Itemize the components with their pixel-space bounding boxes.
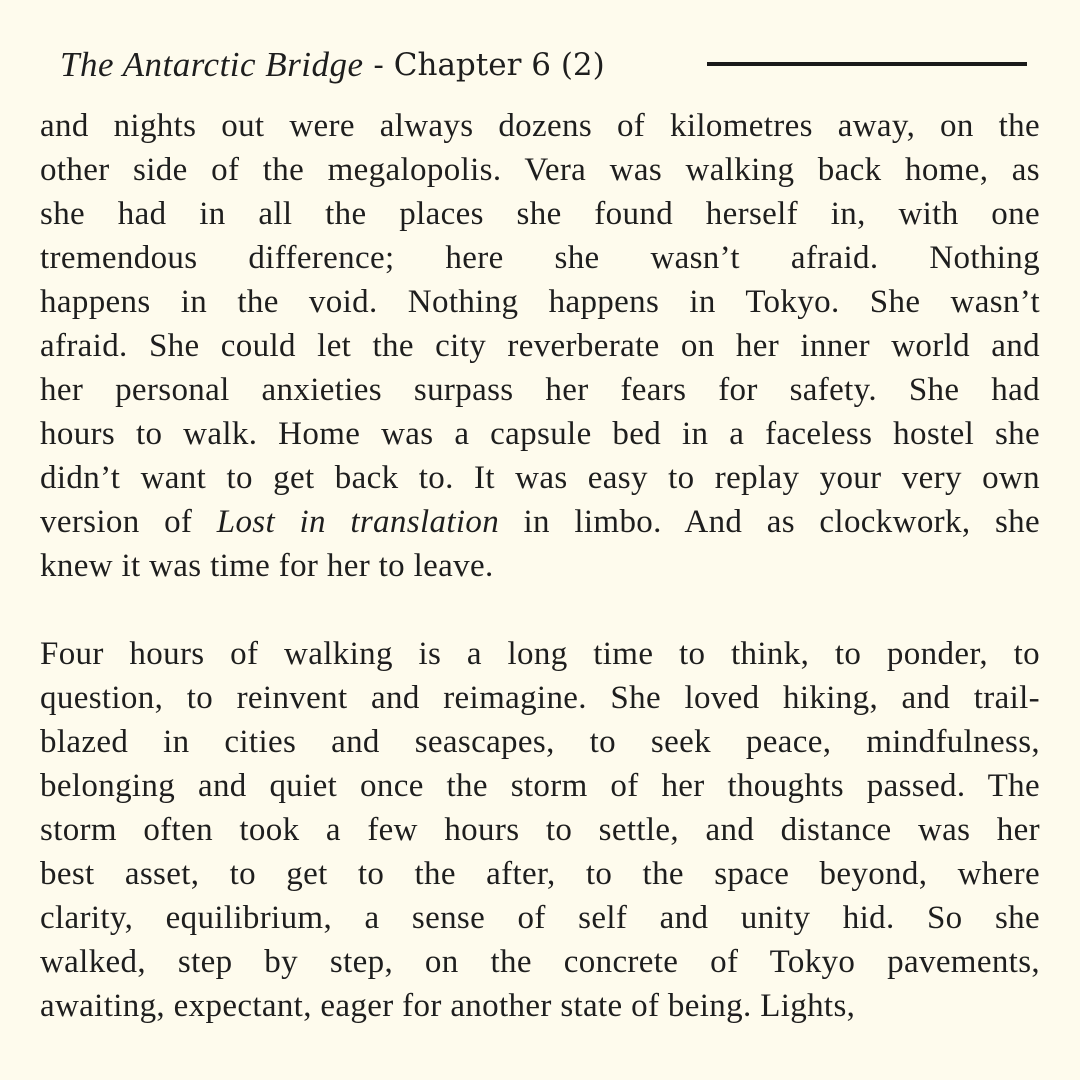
paragraph-line: hours to walk. Home was a capsule bed in a faceless hostel she: [40, 416, 1040, 452]
paragraph-line: and nights out were always dozens of kilometres away, on the: [40, 108, 1040, 144]
paragraph-line: storm often took a few hours to settle, and distance was her: [40, 812, 1040, 848]
paragraph-line: didn’t want to get back to. It was easy to replay your very own: [40, 460, 1040, 496]
paragraph-line: blazed in cities and seascapes, to seek peace, mindfulness,: [40, 724, 1040, 760]
page-header: [60, 40, 605, 90]
paragraph-line: Four hours of walking is a long time to think, to ponder, to: [40, 636, 1040, 672]
paragraph-last-line: awaiting, expectant, eager for another state of being. Lights,: [40, 988, 856, 1024]
paragraph-line: walked, step by step, on the concrete of Tokyo pavements,: [40, 944, 1040, 980]
paragraph-line: her personal anxieties surpass her fears for safety. She had: [40, 372, 1040, 408]
paragraph-line: she had in all the places she found herself in, with one: [40, 196, 1040, 232]
chapter-label: Chapter 6 (2): [393, 47, 605, 83]
paragraph-line: afraid. She could let the city reverberate on her inner world and: [40, 328, 1040, 364]
text-segment: in limbo. And as clockwork, she: [499, 504, 1040, 540]
paragraph-line: question, to reinvent and reimagine. She loved hiking, and trail-: [40, 680, 1040, 716]
paragraph-last-line: knew it was time for her to leave.: [40, 548, 494, 584]
paragraph-line-with-italic: [40, 500, 1040, 544]
book-title: The Antarctic Bridge: [60, 45, 364, 84]
paragraph-line: best asset, to get to the after, to the space beyond, where: [40, 856, 1040, 892]
paragraph-line: other side of the megalopolis. Vera was walking back home, as: [40, 152, 1040, 188]
paragraph-2: [40, 632, 1040, 1028]
paragraph-line: belonging and quiet once the storm of her thoughts passed. The: [40, 768, 1040, 804]
header-separator: -: [363, 47, 394, 83]
header-rule: [707, 62, 1027, 66]
italic-film-title: Lost in translation: [216, 504, 500, 540]
paragraph-line: happens in the void. Nothing happens in Tokyo. She wasn’t: [40, 284, 1040, 320]
text-segment: version of: [40, 504, 217, 540]
paragraph-line: clarity, equilibrium, a sense of self and unity hid. So she: [40, 900, 1040, 936]
paragraph-line: tremendous difference; here she wasn’t afraid. Nothing: [40, 240, 1040, 276]
paragraph-1: [40, 104, 1040, 588]
